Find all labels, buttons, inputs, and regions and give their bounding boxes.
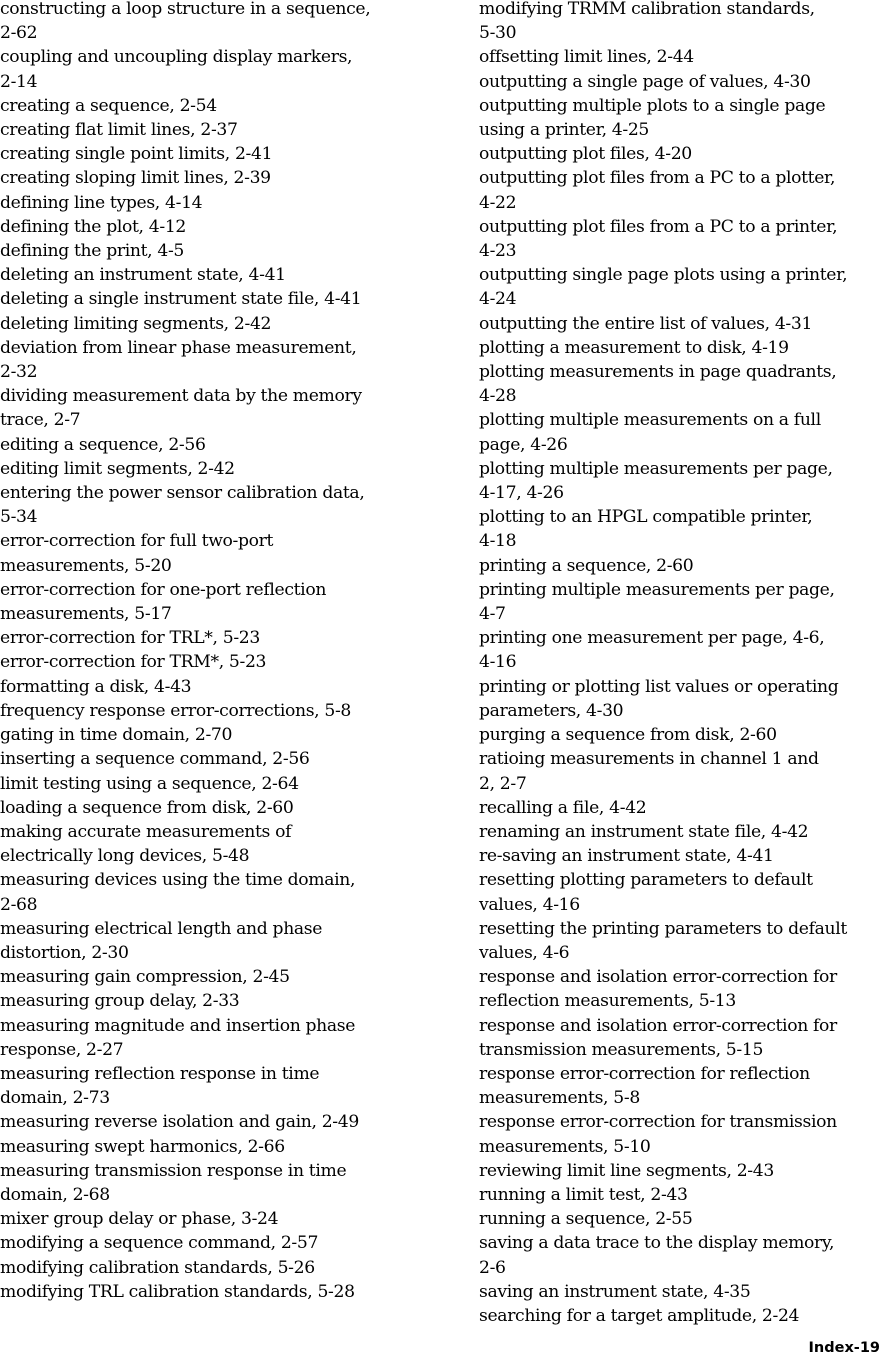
index-entry xyxy=(0,1014,410,1062)
index-column-right xyxy=(479,0,888,1328)
index-entry xyxy=(0,820,410,868)
index-entry xyxy=(479,554,888,578)
index-entry-text: measuring reverse isolation and gain, 2-49 xyxy=(0,1112,359,1133)
index-entry-text: error-correction for TRM*, 5-23 xyxy=(0,652,267,673)
index-entry-text: plotting to an HPGL compatible printer, xyxy=(479,507,813,528)
index-entry-text: defining the plot, 4-12 xyxy=(0,216,186,237)
index-entry xyxy=(479,747,888,795)
index-entry-text: offsetting limit lines, 2-44 xyxy=(479,47,694,68)
index-entry-text: ratioing measurements in channel 1 and xyxy=(479,749,819,770)
index-entry xyxy=(479,578,888,626)
index-entry-continuation: 2-32 xyxy=(0,362,38,383)
index-entry-text: editing a sequence, 2-56 xyxy=(0,434,206,455)
index-entry xyxy=(0,384,410,432)
index-entry xyxy=(0,578,410,626)
index-entry-text: renaming an instrument state file, 4-42 xyxy=(479,821,809,842)
index-entry xyxy=(479,723,888,747)
index-entry-continuation: trace, 2-7 xyxy=(0,410,81,431)
index-entry-continuation: 2, 2-7 xyxy=(479,773,527,794)
index-entry xyxy=(479,965,888,1013)
index-entry-text: printing multiple measurements per page, xyxy=(479,579,835,600)
index-entry xyxy=(0,796,410,820)
index-entry xyxy=(479,1062,888,1110)
index-entry-continuation: reflection measurements, 5-13 xyxy=(479,991,736,1012)
index-entry xyxy=(479,142,888,166)
index-entry xyxy=(479,70,888,94)
index-entry-text: measuring electrical length and phase xyxy=(0,918,323,939)
index-entry xyxy=(479,844,888,868)
index-entry-continuation: 2-62 xyxy=(0,23,38,44)
index-entry-text: re-saving an instrument state, 4-41 xyxy=(479,846,774,867)
index-entry-text: printing a sequence, 2-60 xyxy=(479,555,694,576)
index-entry xyxy=(479,1280,888,1304)
index-entry-text: purging a sequence from disk, 2-60 xyxy=(479,725,777,746)
index-entry-text: error-correction for TRL*, 5-23 xyxy=(0,628,260,649)
index-entry-continuation: 4-18 xyxy=(479,531,517,552)
index-entry-text: saving an instrument state, 4-35 xyxy=(479,1281,751,1302)
index-entry-continuation: 4-28 xyxy=(479,386,517,407)
index-entry xyxy=(0,989,410,1013)
index-entry-text: saving a data trace to the display memory, xyxy=(479,1233,835,1254)
index-entry-continuation: 2-14 xyxy=(0,71,38,92)
index-entry-continuation: response, 2-27 xyxy=(0,1039,124,1060)
index-entry-text: modifying a sequence command, 2-57 xyxy=(0,1233,319,1254)
index-entry-text: outputting a single page of values, 4-30 xyxy=(479,71,811,92)
index-entry-text: measuring gain compression, 2-45 xyxy=(0,967,290,988)
index-entry xyxy=(479,94,888,142)
index-entry xyxy=(0,699,410,723)
index-entry-text: outputting the entire list of values, 4-31 xyxy=(479,313,813,334)
index-entry-continuation: 4-22 xyxy=(479,192,517,213)
index-entry-text: response error-correction for transmission xyxy=(479,1112,837,1133)
index-entry-text: outputting plot files, 4-20 xyxy=(479,144,692,165)
index-entry-text: making accurate measurements of xyxy=(0,821,292,842)
index-entry-text: reviewing limit line segments, 2-43 xyxy=(479,1160,774,1181)
index-entry-text: coupling and uncoupling display markers, xyxy=(0,47,353,68)
index-entry xyxy=(0,481,410,529)
index-entry xyxy=(0,1110,410,1134)
index-entry-continuation: measurements, 5-17 xyxy=(0,604,172,625)
index-entry xyxy=(0,215,410,239)
index-entry-text: outputting plot files from a PC to a printer, xyxy=(479,216,838,237)
index-entry-text: constructing a loop structure in a sequence, xyxy=(0,0,371,19)
index-entry-continuation: distortion, 2-30 xyxy=(0,942,129,963)
index-entry-text: deviation from linear phase measurement, xyxy=(0,337,357,358)
index-entry xyxy=(0,1159,410,1207)
index-entry xyxy=(0,1062,410,1110)
index-entry xyxy=(0,142,410,166)
index-entry-continuation: values, 4-16 xyxy=(479,894,580,915)
index-entry-text: deleting limiting segments, 2-42 xyxy=(0,313,272,334)
index-entry-continuation: 2-68 xyxy=(0,894,38,915)
index-entry xyxy=(0,1256,410,1280)
index-entry-text: outputting plot files from a PC to a plotter, xyxy=(479,168,836,189)
index-entry-continuation: values, 4-6 xyxy=(479,942,570,963)
index-entry-text: dividing measurement data by the memory xyxy=(0,386,362,407)
index-entry-text: resetting plotting parameters to default xyxy=(479,870,813,891)
index-entry xyxy=(0,772,410,796)
index-entry-continuation: measurements, 5-8 xyxy=(479,1088,640,1109)
index-entry xyxy=(479,505,888,553)
index-entry xyxy=(0,626,410,650)
index-entry-text: inserting a sequence command, 2-56 xyxy=(0,749,310,770)
index-entry-text: measuring group delay, 2-33 xyxy=(0,991,240,1012)
index-column-left xyxy=(0,0,410,1304)
index-entry xyxy=(0,675,410,699)
index-entry xyxy=(0,433,410,457)
index-entry-text: plotting measurements in page quadrants, xyxy=(479,362,837,383)
index-entry-continuation: 5-30 xyxy=(479,23,517,44)
index-entry xyxy=(479,675,888,723)
index-entry-text: modifying calibration standards, 5-26 xyxy=(0,1257,315,1278)
index-entry xyxy=(0,45,410,93)
index-entry-text: mixer group delay or phase, 3-24 xyxy=(0,1209,279,1230)
index-entry-text: recalling a file, 4-42 xyxy=(479,797,647,818)
index-entry-text: limit testing using a sequence, 2-64 xyxy=(0,773,299,794)
index-entry xyxy=(0,1207,410,1231)
index-entry xyxy=(0,312,410,336)
index-entry-text: measuring devices using the time domain, xyxy=(0,870,356,891)
index-entry-text: error-correction for one-port reflection xyxy=(0,579,327,600)
index-entry-continuation: domain, 2-73 xyxy=(0,1088,110,1109)
index-entry xyxy=(0,191,410,215)
index-entry-text: creating single point limits, 2-41 xyxy=(0,144,273,165)
index-entry-text: editing limit segments, 2-42 xyxy=(0,458,235,479)
index-entry xyxy=(0,917,410,965)
index-entry xyxy=(0,457,410,481)
index-entry-text: outputting multiple plots to a single page xyxy=(479,95,826,116)
index-entry-text: gating in time domain, 2-70 xyxy=(0,725,233,746)
index-entry xyxy=(0,0,410,45)
index-entry xyxy=(479,360,888,408)
index-entry-text: plotting multiple measurements per page, xyxy=(479,458,833,479)
index-entry xyxy=(479,868,888,916)
index-entry xyxy=(0,336,410,384)
index-entry xyxy=(479,917,888,965)
index-entry-continuation: electrically long devices, 5-48 xyxy=(0,846,250,867)
index-entry-continuation: measurements, 5-10 xyxy=(479,1136,651,1157)
index-entry xyxy=(0,287,410,311)
index-entry xyxy=(0,239,410,263)
index-entry-text: running a sequence, 2-55 xyxy=(479,1209,693,1230)
index-entry xyxy=(0,1280,410,1304)
index-entry xyxy=(0,263,410,287)
index-entry-text: plotting a measurement to disk, 4-19 xyxy=(479,337,789,358)
index-entry-text: loading a sequence from disk, 2-60 xyxy=(0,797,294,818)
index-entry xyxy=(0,650,410,674)
index-entry-text: modifying TRL calibration standards, 5-28 xyxy=(0,1281,355,1302)
index-entry-text: creating flat limit lines, 2-37 xyxy=(0,120,238,141)
index-entry xyxy=(479,215,888,263)
index-entry xyxy=(479,45,888,69)
index-entry-continuation: using a printer, 4-25 xyxy=(479,120,650,141)
index-entry xyxy=(0,965,410,989)
index-entry-text: response and isolation error-correction for xyxy=(479,1015,837,1036)
index-entry-text: entering the power sensor calibration data, xyxy=(0,483,365,504)
index-entry-text: searching for a target amplitude, 2-24 xyxy=(479,1305,800,1326)
index-entry-text: printing or plotting list values or operating xyxy=(479,676,839,697)
index-entry xyxy=(0,1231,410,1255)
index-entry xyxy=(479,626,888,674)
index-entry-text: measuring reflection response in time xyxy=(0,1063,320,1084)
index-entry xyxy=(479,1304,888,1328)
index-entry-continuation: 4-23 xyxy=(479,241,517,262)
index-entry xyxy=(0,118,410,142)
index-entry xyxy=(0,529,410,577)
index-entry-continuation: parameters, 4-30 xyxy=(479,700,624,721)
index-entry-text: creating a sequence, 2-54 xyxy=(0,95,217,116)
index-entry xyxy=(0,166,410,190)
index-entry-text: modifying TRMM calibration standards, xyxy=(479,0,815,19)
index-entry-continuation: measurements, 5-20 xyxy=(0,555,172,576)
index-entry xyxy=(0,747,410,771)
index-entry-text: creating sloping limit lines, 2-39 xyxy=(0,168,271,189)
index-entry-text: formatting a disk, 4-43 xyxy=(0,676,192,697)
index-entry-text: plotting multiple measurements on a full xyxy=(479,410,821,431)
index-entry-text: measuring swept harmonics, 2-66 xyxy=(0,1136,285,1157)
index-entry-continuation: page, 4-26 xyxy=(479,434,568,455)
index-entry-continuation: 4-17, 4-26 xyxy=(479,483,564,504)
index-entry-continuation: 4-16 xyxy=(479,652,517,673)
index-entry-text: response and isolation error-correction for xyxy=(479,967,837,988)
index-entry xyxy=(479,1183,888,1207)
index-entry xyxy=(0,723,410,747)
index-entry-text: response error-correction for reflection xyxy=(479,1063,810,1084)
index-entry xyxy=(479,312,888,336)
index-entry-continuation: transmission measurements, 5-15 xyxy=(479,1039,764,1060)
index-entry-continuation: domain, 2-68 xyxy=(0,1184,110,1205)
index-entry-text: defining line types, 4-14 xyxy=(0,192,203,213)
index-entry xyxy=(479,408,888,456)
index-entry xyxy=(479,796,888,820)
index-entry xyxy=(479,820,888,844)
index-entry xyxy=(479,1014,888,1062)
page-number: Index-19 xyxy=(808,1340,880,1356)
index-entry xyxy=(479,457,888,505)
index-entry-text: outputting single page plots using a printer, xyxy=(479,265,848,286)
index-entry-text: frequency response error-corrections, 5-8 xyxy=(0,700,352,721)
index-entry-continuation: 4-24 xyxy=(479,289,517,310)
index-entry-text: printing one measurement per page, 4-6, xyxy=(479,628,825,649)
index-entry-text: running a limit test, 2-43 xyxy=(479,1184,688,1205)
index-entry-text: deleting an instrument state, 4-41 xyxy=(0,265,286,286)
index-entry-text: deleting a single instrument state file, 4-41 xyxy=(0,289,362,310)
index-entry xyxy=(479,1231,888,1279)
index-entry-continuation: 2-6 xyxy=(479,1257,506,1278)
index-entry xyxy=(479,1207,888,1231)
index-entry-continuation: 5-34 xyxy=(0,507,38,528)
index-entry xyxy=(479,0,888,45)
index-entry-text: defining the print, 4-5 xyxy=(0,241,184,262)
index-entry xyxy=(479,336,888,360)
index-entry xyxy=(479,263,888,311)
index-entry xyxy=(479,1110,888,1158)
index-entry-text: measuring magnitude and insertion phase xyxy=(0,1015,356,1036)
index-entry-text: resetting the printing parameters to default xyxy=(479,918,847,939)
index-entry xyxy=(0,868,410,916)
index-entry-text: error-correction for full two-port xyxy=(0,531,274,552)
index-entry xyxy=(0,94,410,118)
index-entry-continuation: 4-7 xyxy=(479,604,506,625)
index-entry xyxy=(479,1159,888,1183)
index-entry-text: measuring transmission response in time xyxy=(0,1160,347,1181)
index-entry xyxy=(0,1135,410,1159)
index-entry xyxy=(479,166,888,214)
